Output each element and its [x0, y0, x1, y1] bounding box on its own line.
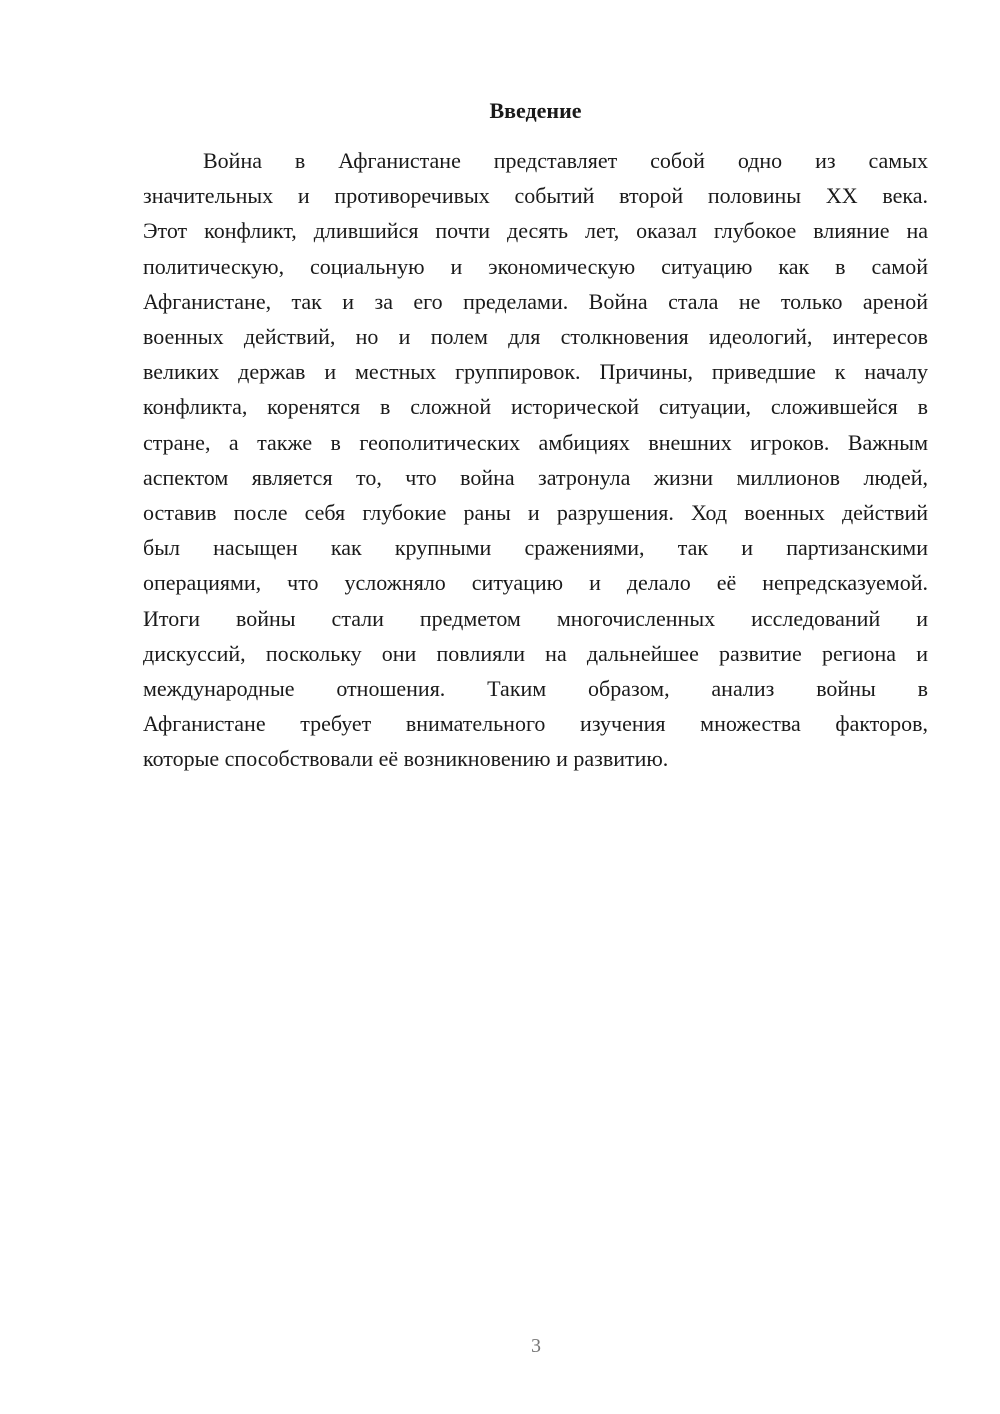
paragraph-line: Итоги войны стали предметом многочисленных исследований и: [143, 605, 928, 631]
paragraph-line: великих держав и местных группировок. Причины, приведшие к началу: [143, 359, 928, 385]
paragraph-line: которые способствовали её возникновению и развитию.: [143, 746, 669, 772]
paragraph-line: международные отношения. Таким образом, анализ войны в: [143, 676, 928, 702]
page-number: 3: [531, 1335, 541, 1357]
paragraph-line: конфликта, коренятся в сложной исторической ситуации, сложившейся в: [143, 394, 928, 420]
paragraph-line: операциями, что усложняло ситуацию и делало её непредсказуемой.: [143, 570, 928, 596]
paragraph-line: дискуссий, поскольку они повлияли на дальнейшее развитие региона и: [143, 640, 928, 666]
paragraph-line: Этот конфликт, длившийся почти десять лет, оказал глубокое влияние на: [143, 218, 928, 244]
body-paragraph: [143, 143, 928, 777]
paragraph-line: Афганистане, так и за его пределами. Война стала не только ареной: [143, 288, 928, 314]
paragraph-line: Война в Афганистане представляет собой одно из самых: [203, 148, 928, 173]
paragraph-line: Афганистане требует внимательного изучения множества факторов,: [143, 711, 928, 737]
paragraph-line: аспектом является то, что война затронула жизни миллионов людей,: [143, 464, 928, 490]
section-heading: Введение: [489, 98, 582, 123]
paragraph-line: политическую, социальную и экономическую ситуацию как в самой: [143, 253, 928, 279]
paragraph-line: был насыщен как крупными сражениями, так и партизанскими: [143, 535, 928, 561]
paragraph-line: значительных и противоречивых событий второй половины XX века.: [143, 183, 928, 209]
paragraph-line: оставив после себя глубокие раны и разрушения. Ход военных действий: [143, 500, 928, 526]
paragraph-line: военных действий, но и полем для столкновения идеологий, интересов: [143, 324, 928, 350]
paragraph-line: стране, а также в геополитических амбициях внешних игроков. Важным: [143, 429, 928, 455]
